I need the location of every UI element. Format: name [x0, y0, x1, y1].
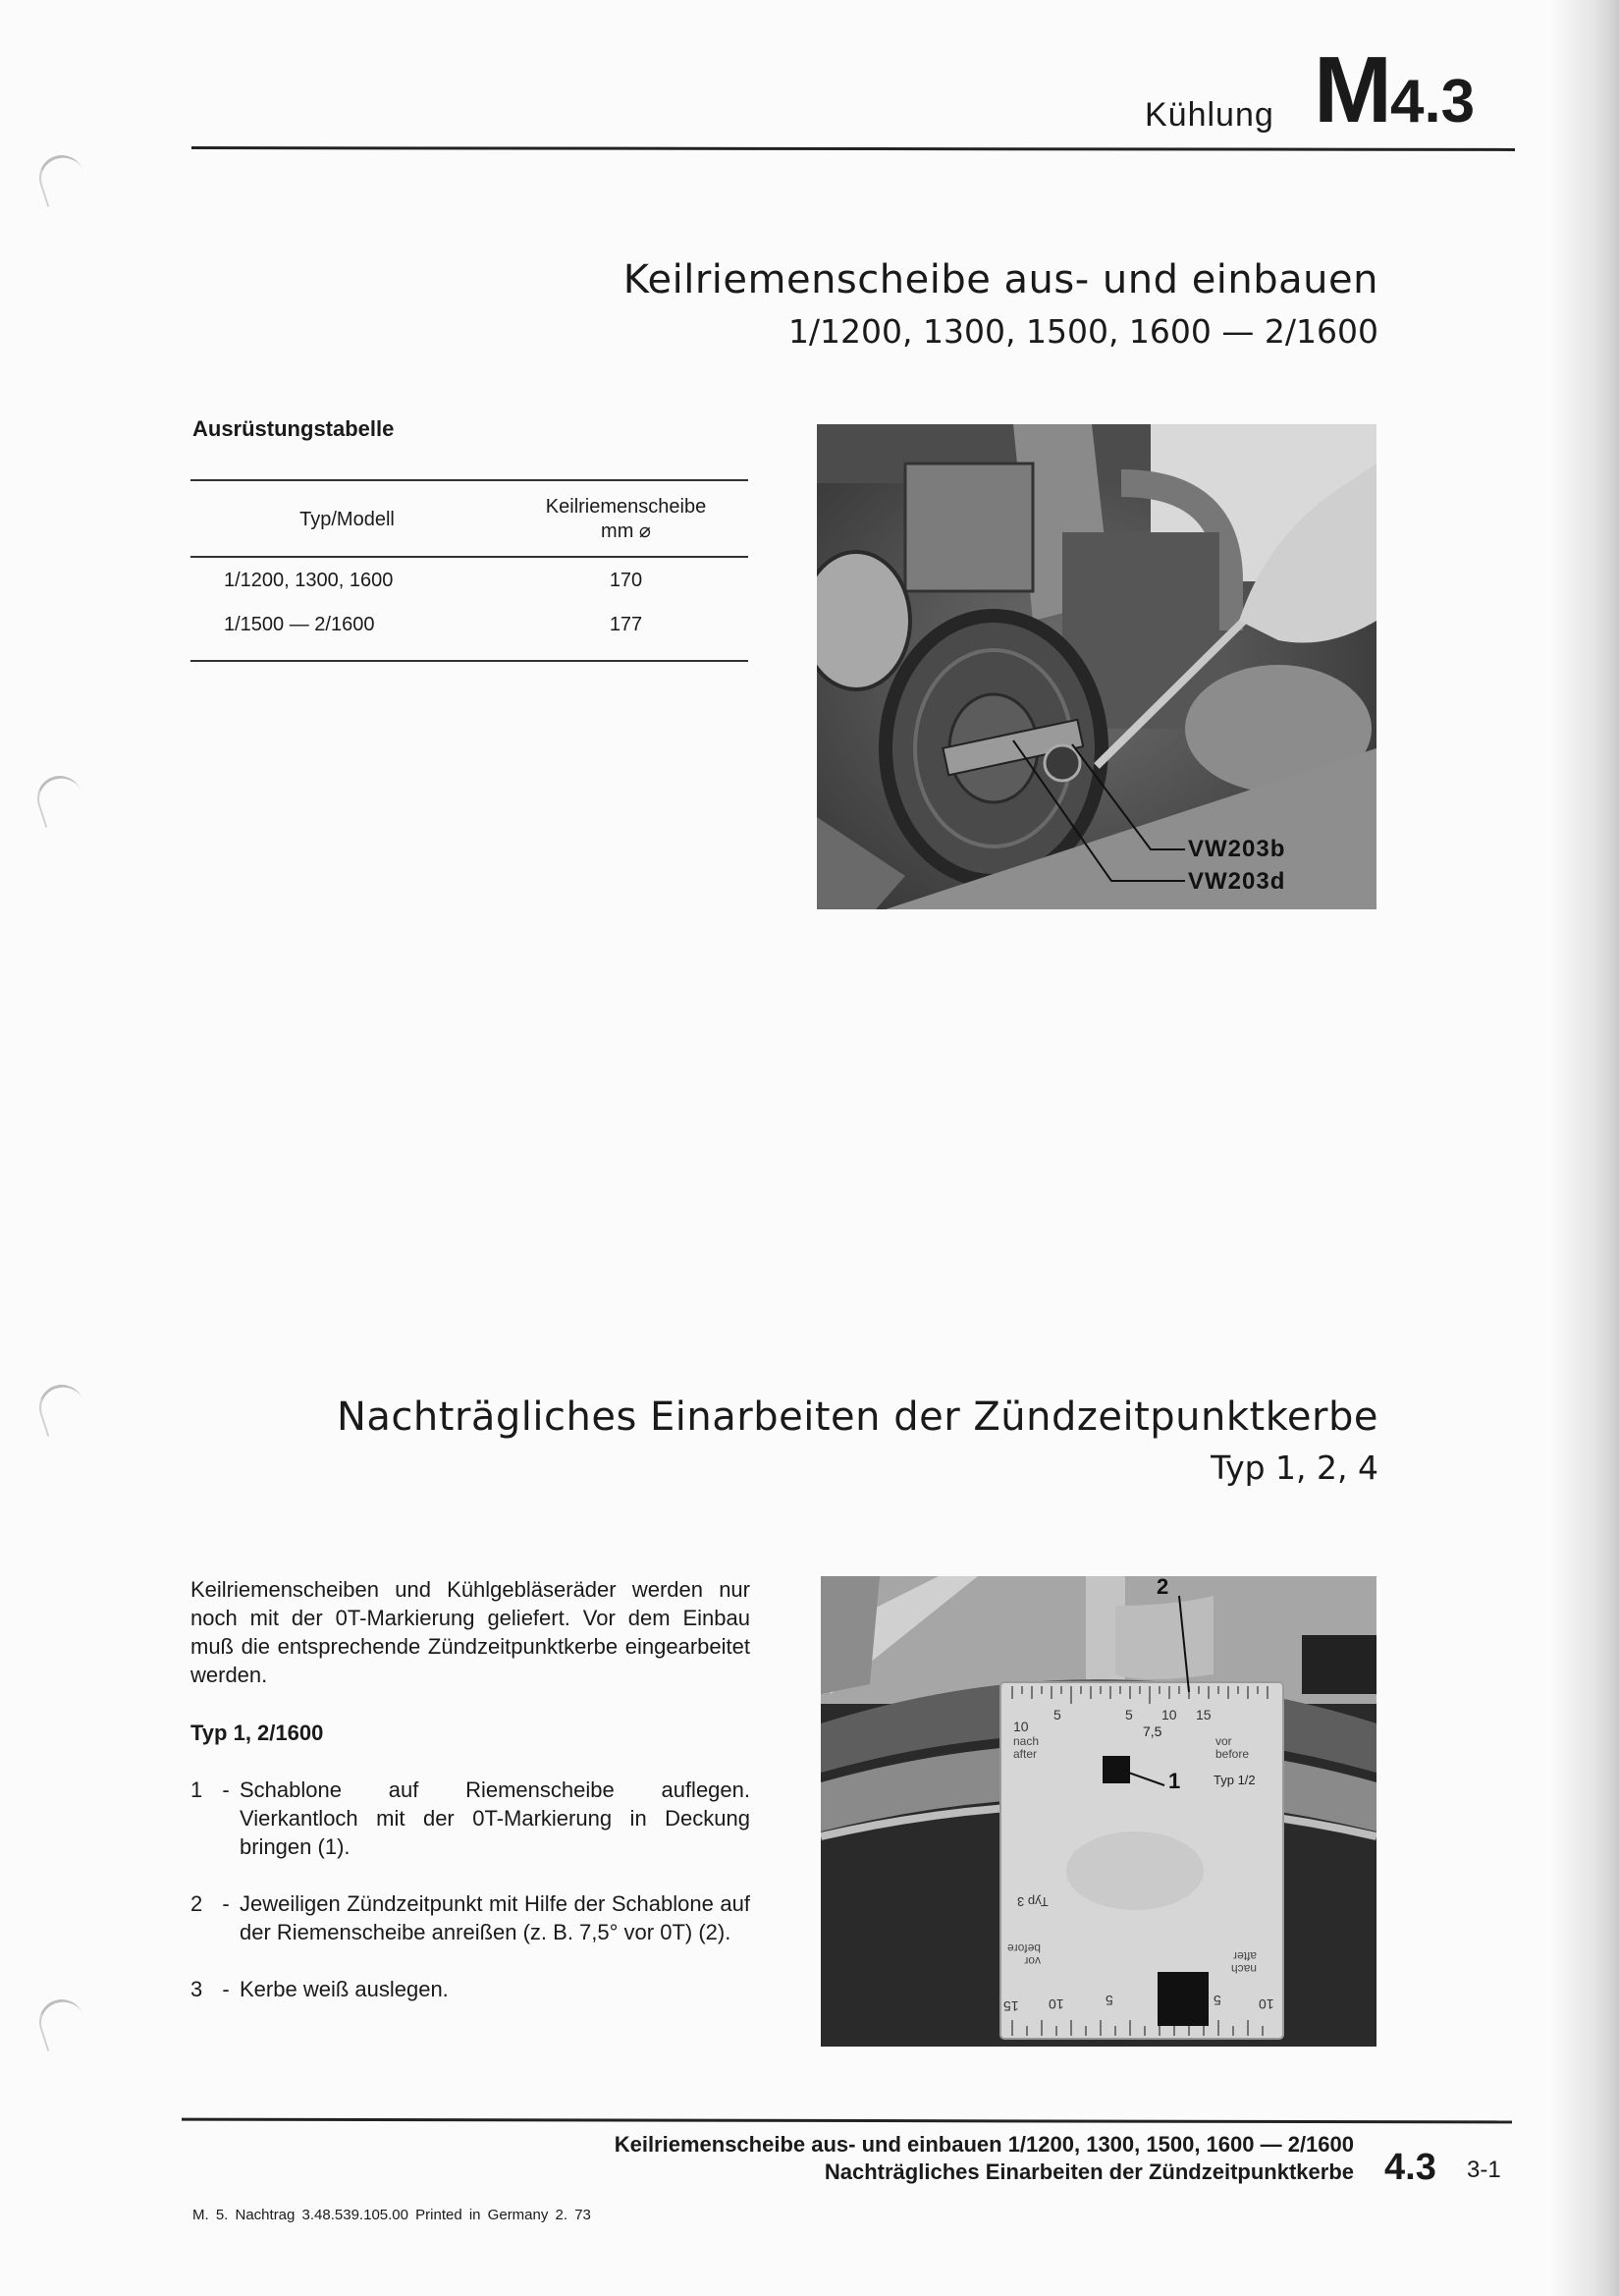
after-label-en: after: [1013, 1747, 1038, 1761]
imprint: M. 5. Nachtrag 3.48.539.105.00 Printed in Germany 2. 73: [192, 2207, 591, 2223]
header-rule: [191, 146, 1515, 151]
scale-inv-10b: 10: [1259, 1996, 1274, 2012]
after-label: [1013, 1735, 1039, 1761]
section-code: [1314, 37, 1476, 142]
before-label-en: before: [1215, 1747, 1250, 1761]
table-row: [190, 602, 748, 661]
chapter-title: Kühlung: [1145, 96, 1274, 134]
after-label-en: after: [1233, 1949, 1258, 1963]
scale-after-5: 5: [1053, 1707, 1061, 1722]
binder-hole-mark: [31, 770, 88, 828]
tool-label-vw203d: VW203d: [1188, 868, 1286, 895]
scale-inv-10: 10: [1049, 1996, 1064, 2012]
table-header-row: [190, 480, 748, 557]
before-label-inverted: [1007, 1941, 1041, 1967]
column-header-model: Typ/Modell: [190, 480, 504, 557]
after-label-de: nach: [1013, 1734, 1040, 1748]
step-dash: -: [222, 1891, 230, 1916]
type-heading: Typ 1, 2/1600: [190, 1721, 324, 1745]
step-number: 3: [190, 1977, 203, 2001]
section1-title: Keilriemenscheibe aus- und einbauen: [622, 257, 1378, 302]
after-label-inverted: [1231, 1949, 1257, 1975]
scale-inv-15: 15: [1003, 1998, 1019, 2014]
before-label-en: before: [1007, 1941, 1042, 1955]
step-dash: -: [222, 1777, 230, 1802]
after-label-de: nach: [1231, 1962, 1258, 1976]
page-edge-shadow: [1550, 0, 1619, 2296]
binder-hole-mark: [33, 149, 90, 207]
footer-page-number: 3-1: [1467, 2157, 1501, 2183]
callout-2: 2: [1157, 1576, 1170, 1599]
section2-subtitle: Typ 1, 2, 4: [1211, 1449, 1378, 1487]
footer-title-2: Nachträgliches Einarbeiten der Zündzeitpunktkerbe: [824, 2159, 1354, 2184]
scale-before-15: 15: [1196, 1707, 1212, 1722]
step-dash: -: [222, 1977, 230, 2001]
type-3-label: Typ 3: [1017, 1894, 1049, 1909]
column-header-diameter-unit: mm ⌀: [601, 520, 651, 542]
cell-diameter: 170: [609, 570, 643, 591]
table-row: [190, 557, 748, 602]
timing-template-photo: [821, 1576, 1376, 2047]
scale-inv-5b: 5: [1214, 1993, 1221, 2008]
section-code-number: 4.3: [1389, 68, 1476, 136]
step-item: [190, 1889, 750, 1946]
scale-after-10: 10: [1013, 1719, 1029, 1734]
square-hole-top: [1103, 1756, 1130, 1783]
column-header-diameter-label: Keilriemenscheibe: [545, 496, 707, 518]
step-item: [190, 1776, 750, 1861]
equipment-table-heading: Ausrüstungstabelle: [192, 416, 395, 441]
type-1-2-label: Typ 1/2: [1214, 1773, 1256, 1787]
step-list: [190, 1776, 750, 2032]
step-text: Kerbe weiß auslegen.: [240, 1977, 449, 2001]
step-item: [190, 1975, 750, 2003]
pulley-removal-photo: [817, 424, 1376, 909]
footer-section-number: 4.3: [1384, 2147, 1436, 2188]
section2-title: Nachträgliches Einarbeiten der Zündzeitpunktkerbe: [336, 1394, 1378, 1440]
scale-marked-value: 7,5: [1143, 1723, 1162, 1739]
pulley-removal-illustration: [817, 424, 1376, 909]
binder-hole-mark: [33, 1994, 90, 2051]
callout-1: 1: [1168, 1769, 1182, 1793]
section1-subtitle: 1/1200, 1300, 1500, 1600 — 2/1600: [787, 312, 1378, 351]
footer-rule: [182, 2118, 1512, 2124]
scale-before-10: 10: [1161, 1707, 1177, 1722]
step-number: 2: [190, 1891, 203, 1916]
equipment-table: [190, 479, 748, 662]
step-number: 1: [190, 1777, 203, 1802]
tool-label-vw203b: VW203b: [1188, 836, 1286, 862]
footer-title-1: Keilriemenscheibe aus- und einbauen 1/1200, 1300, 1500, 1600 — 2/1600: [614, 2132, 1354, 2157]
before-label-de: vor: [1024, 1954, 1042, 1968]
scale-before-5: 5: [1125, 1707, 1133, 1722]
cell-model: 1/1200, 1300, 1600: [224, 570, 394, 591]
step-text: Jeweiligen Zündzeitpunkt mit Hilfe der Schablone auf der Riemenscheibe anreißen (z. B. 7,5° vor 0T) (2).: [240, 1891, 750, 1944]
timing-template-illustration: [821, 1576, 1376, 2047]
square-hole-bottom: [1158, 1972, 1209, 2026]
cell-model: 1/1500 — 2/1600: [190, 602, 504, 661]
binder-hole-mark: [33, 1379, 90, 1437]
column-header-diameter: [504, 480, 748, 557]
section-code-letter: M: [1314, 37, 1390, 142]
footer-titles: [615, 2131, 1354, 2186]
before-label-de: vor: [1215, 1734, 1232, 1748]
scale-inv-5a: 5: [1106, 1993, 1113, 2008]
section2-intro: Keilriemenscheiben und Kühlgebläseräder werden nur noch mit der 0T-Markierung geliefert. Vor dem Einbau muß die entsprechende Zündzeitpunktkerbe eingearbeitet werden.: [190, 1577, 750, 1687]
step-text: Schablone auf Riemenscheibe auflegen. Vierkantloch mit der 0T-Markierung in Deckung bringen (1).: [240, 1777, 750, 1859]
before-label: [1215, 1735, 1249, 1761]
cell-diameter: 177: [504, 602, 748, 661]
